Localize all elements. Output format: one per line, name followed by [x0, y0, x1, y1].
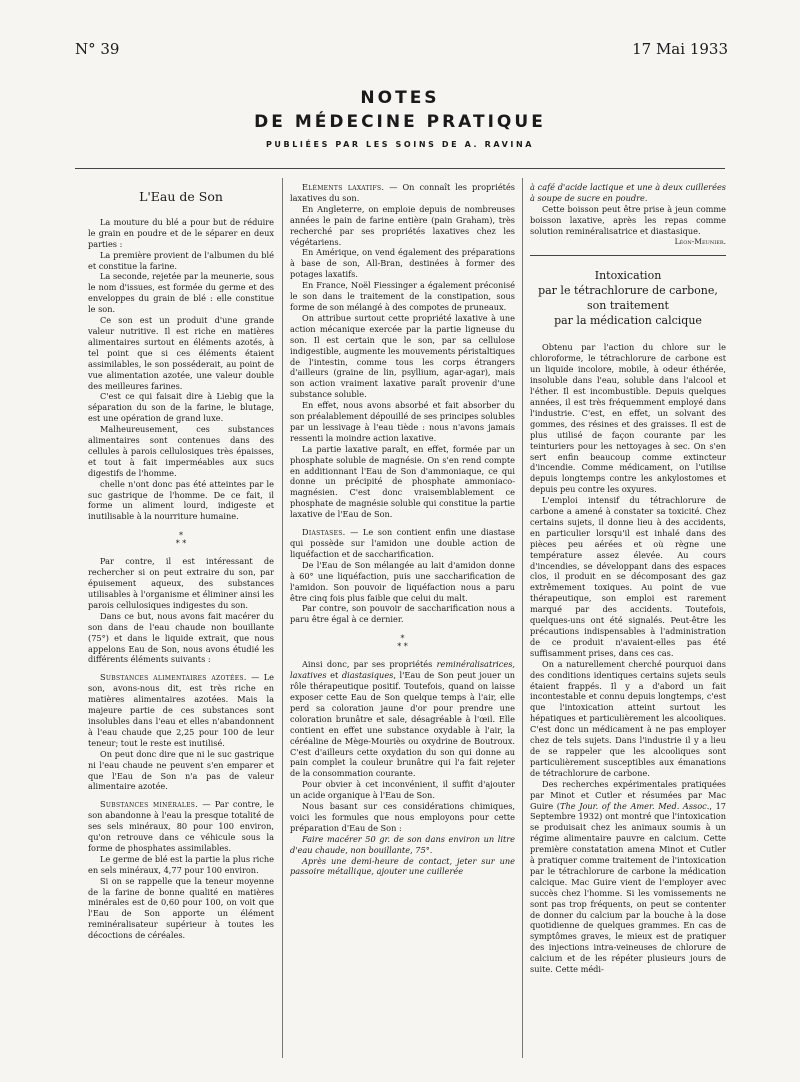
- paragraph-text: Ainsi donc, par ses propriétés: [302, 659, 437, 670]
- emphasis: à café d'acide lactique et une à deux cuillerées à soupe de sucre en poudre.: [530, 182, 726, 203]
- paragraph-text: et: [326, 670, 342, 681]
- paragraph: [530, 779, 726, 975]
- paragraph: De l'Eau de Son mélangée au lait d'amidon donne à 60° une liquéfaction, puis une saccharification de l'amidon. Son pouvoir de liquéfaction nous a paru être cinq fois plus faible que celui du malt.: [290, 559, 515, 603]
- article-separator: [530, 255, 726, 256]
- subheading: Substances alimentaires azotées.: [100, 672, 247, 683]
- paragraph: Dans ce but, nous avons fait macérer du son dans de l'eau chaude non bouillante (75°) et dans le liquide extrait, que nous appelons Eau de Son, nous avons étudié les différents éléments suivants :: [88, 610, 274, 665]
- paragraph-text: — Le son, avons-nous dit, est très riche en matières alimentaires azotées. Mais la majeure partie de ces substances sont insolubles dans l'eau et elles n'abandonnent à l'eau chaude que 2,25 pour 100 de leur teneur; tout le reste est inutilisé.: [88, 672, 274, 748]
- title-line: par le tétrachlorure de carbone,: [538, 284, 718, 298]
- paragraph: Par contre, il est intéressant de rechercher si on peut extraire du son, par épuisement aqueux, des substances utilisables à l'organisme et éliminer ainsi les parois cellulosiques indigestes du son.: [88, 556, 274, 610]
- paragraph: [88, 672, 274, 748]
- column-2: [290, 182, 515, 1058]
- paragraph: Le germe de blé est la partie la plus riche en sels minéraux, 4,77 pour 100 environ.: [88, 853, 274, 875]
- paragraph: En France, Noël Fiessinger a également préconisé le son dans le traitement de la constipation, sous forme de son mélangé à des compotes de pruneaux.: [290, 280, 515, 312]
- column-3: [530, 182, 726, 1058]
- paragraph: En effet, nous avons absorbé et fait absorber du son préalablement dépouillé de ses principes solubles par un lessivage à l'eau tiède : nous n'avons jamais ressenti la moindre action laxative.: [290, 400, 515, 443]
- paragraph: La première provient de l'albumen du blé et constitue la farine.: [88, 249, 274, 271]
- paragraph-text: Des recherches expérimentales pratiquées par Minot et Cutler et résumées par Mac Guire (: [530, 778, 726, 811]
- masthead-line1: NOTES: [360, 88, 440, 108]
- paragraph-text: — On connaît les propriétés laxatives du son.: [290, 182, 515, 203]
- recipe-text: [530, 182, 726, 204]
- paragraph: Nous basant sur ces considérations chimiques, voici les formules que nous employons pour cette préparation d'Eau de Son :: [290, 801, 515, 833]
- masthead-line2: DE MÉDECINE PRATIQUE: [254, 112, 546, 132]
- masthead-rule: [75, 168, 725, 169]
- paragraph: Pour obvier à cet inconvénient, il suffit d'ajouter un acide organique à l'Eau de Son.: [290, 779, 515, 801]
- paragraph: Obtenu par l'action du chlore sur le chloroforme, le tétrachlorure de carbone est un liquide incolore, mobile, à odeur éthérée, insoluble dans l'eau, soluble dans l'alcool et l'éther. Il est incombustible. Depuis quelques années, il est très fréquemment employé dans l'industrie. C'est, en effet, un solvant des gommes, des résines et des graisses. Il est de plus utilisé de façon courante par les teinturiers pour les nettoyages à sec. On s'en sert enfin beaucoup comme extincteur d'incendie. Comme médicament, on l'utilise depuis longtemps contre les ankylostomes et depuis peu contre les oxyures.: [530, 342, 726, 495]
- paragraph: En Angleterre, on emploie depuis de nombreuses années le pain de farine entière (pain Graham), très recherché par ses propriétés laxatives chez les végétariens.: [290, 203, 515, 247]
- paragraph-text: , 17 Septembre 1932) ont montré que l'intoxication se produisait chez les animaux soumis à un régime alimentaire pauvre en calcium. Cette première constatation amena Minot et Cutler à pratiquer comme traitement de l'intoxication par le tétrachlorure de carbone la médication calcique. Mac Guire vient de l'employer avec succès chez l'homme. Si les vomissements ne sont pas trop fréquents, on peut se contenter de donner du calcium par la bouche à la dose quotidienne de quelques grammes. En cas de symptômes graves, le mieux est de pratiquer des injections intra-veineuses de chlorure de calcium et de les répéter plusieurs jours de suite. Cette médi-: [530, 800, 726, 975]
- paragraph-text: — Par contre, le son abandonne à l'eau la presque totalité de ses sels minéraux, 80 pour 100 environ, qu'on retrouve dans ce véhicule sous la forme de phosphates assimilables.: [88, 799, 274, 853]
- paragraph: [290, 659, 515, 779]
- paragraph: On a naturellement cherché pourquoi dans des conditions identiques certains sujets seuls étaient frappés. Il y a d'abord un fait incontestable et connu depuis longtemps, c'est que l'intoxication atteint surtout les hépatiques et particulièrement les alcooliques. C'est donc un médicament à ne pas employer chez de tels sujets. Dans l'industrie il y a lieu de se rappeler que les alcooliques sont particulièrement susceptibles aux émanations de tétrachlorure de carbone.: [530, 658, 726, 778]
- section-stars: * * *: [397, 634, 408, 652]
- paragraph: Malheureusement, ces substances alimentaires sont contenues dans des cellules à parois cellulosiques très épaisses, et tout à fait imperméables aux sucs digestifs de l'homme.: [88, 424, 274, 478]
- emphasis: Après une demi-heure de contact, jeter sur une passoire métallique, ajouter une cuillerée: [290, 855, 515, 877]
- emphasis: reminéralisatrices, laxatives: [290, 659, 515, 681]
- paragraph: Par contre, son pouvoir de saccharification nous a paru être égal à ce dernier.: [290, 603, 515, 625]
- article-title-eau-de-son: L'Eau de Son: [139, 189, 223, 204]
- paragraph: L'emploi intensif du tétrachlorure de carbone a amené à constater sa toxicité. Chez certains sujets, il donne lieu à des accidents, en particulier lorsqu'il est inhalé dans des pièces peu aérées et où règne une température assez élevée. Au cours d'incendies, se développant dans des espaces clos, il produit en se décomposant des gaz extrêmement toxiques. Au point de vue thérapeutique, son emploi est rarement marqué par des accidents. Toutefois, quelques-uns ont été signalés. Peut-être les précautions indispensables à l'administration de ce produit n'avaient-elles pas été suffisamment prises, dans ces cas.: [530, 495, 726, 658]
- subheading: Eléments laxatifs.: [302, 182, 385, 192]
- subheading: Diastases.: [302, 527, 346, 538]
- recipe-text: [290, 856, 515, 878]
- column-divider-1: [282, 178, 283, 1058]
- paragraph: Cette boisson peut être prise à jeun comme boisson laxative, après les repas comme solution reminéralisatrice et diastasique.: [530, 203, 726, 236]
- issue-date: 17 Mai 1933: [632, 40, 728, 58]
- paragraph-text: , l'Eau de Son peut jouer un rôle thérapeutique positif. Toutefois, quand on laisse exposer cette Eau de Son quelque temps à l'air, elle perd sa coloration jaune d'or pour prendre une coloration brunâtre et sale, désagréable à l'œil. Elle contient en effet une substance oxydable à l'air, la céréaline de Mège-Mouriès ou oxydrine de Boutroux. C'est d'ailleurs cette oxydation du son qui donne au pain complet la couleur brunâtre qui l'a fait rejeter de la consommation courante.: [290, 670, 515, 779]
- title-line: son traitement: [587, 299, 669, 313]
- issue-number: N° 39: [75, 40, 120, 58]
- column-divider-2: [522, 178, 523, 1058]
- column-1: [88, 188, 274, 1058]
- title-line: par la médication calcique: [554, 314, 702, 328]
- masthead-line3: PUBLIÉES PAR LES SOINS DE A. RAVINA: [265, 140, 535, 149]
- emphasis: Faire macérer 50 gr. de son dans environ un litre d'eau chaude, non bouillante, 75°.: [290, 833, 515, 855]
- paragraph: La partie laxative paraît, en effet, formée par un phosphate soluble de magnésie. On s'en rend compte en additionnant l'Eau de Son d'ammoniaque, ce qui donne un précipité de phosphate ammoniaco-magnésien. C'est donc vraisemblablement ce phosphate de magnésie soluble qui constitue la partie laxative de l'Eau de Son.: [290, 443, 515, 520]
- paragraph: En Amérique, on vend également des préparations à base de son, All-Bran, destinées à former des potages laxatifs.: [290, 247, 515, 280]
- paragraph: [290, 182, 515, 204]
- paragraph: La mouture du blé a pour but de réduire le grain en poudre et de le séparer en deux parties :: [88, 216, 274, 249]
- paragraph: La seconde, rejetée par la meunerie, sous le nom d'issues, est formée du germe et des enveloppes du grain de blé : elle constitue le son.: [88, 271, 274, 315]
- paragraph: On attribue surtout cette propriété laxative à une action mécanique exercée par la partie ligneuse du son. Il est certain que le son, par sa cellulose indigestible, augmente les mouvements péristaltiques de l'intestin, comme tous les corps étrangers d'ailleurs (graine de lin, psyllium, agar-agar), mais son action vraiment laxative paraît provenir d'une substance soluble.: [290, 312, 515, 400]
- paragraph-text: — Le son contient enfin une diastase qui possède sur l'amidon une double action de liquéfaction et de saccharification.: [290, 527, 515, 559]
- section-stars: * * *: [175, 531, 187, 549]
- title-line: Intoxication: [594, 269, 662, 283]
- paragraph: On peut donc dire que ni le suc gastrique ni l'eau chaude ne peuvent s'en emparer et que l'Eau de Son n'a pas de valeur alimentaire azotée.: [88, 748, 274, 792]
- paragraph: C'est ce qui faisait dire à Liebig que la séparation du son de la farine, le blutage, est une opération de grand luxe.: [88, 391, 274, 424]
- article-title-intoxication: [530, 268, 726, 328]
- subheading: Substances minérales.: [100, 799, 199, 810]
- paragraph: [290, 527, 515, 560]
- paragraph: Si on se rappelle que la teneur moyenne de la farine de bonne qualité en matières minérales est de 0,60 pour 100, on voit que l'Eau de Son apporte un élément reminéralisateur supérieur à toutes les décoctions de céréales.: [88, 875, 274, 941]
- recipe-text: [290, 834, 515, 856]
- journal-citation: The Jour. of the Amer. Med. Assoc.: [560, 800, 710, 811]
- paragraph: chelle n'ont donc pas été atteintes par le suc gastrique de l'homme. De ce fait, il forme un aliment lourd, indigeste et inutilisable à la nourriture humaine.: [88, 478, 274, 522]
- emphasis: diastasiques: [341, 670, 394, 681]
- paragraph: Ce son est un produit d'une grande valeur nutritive. Il est riche en matières alimentaires surtout en éléments azotés, à tel point que si ces éléments étaient assimilables, le son posséderait, au point de vue alimentation azotée, une valeur double des meilleures farines.: [88, 315, 274, 391]
- author-signature: Léon-Meunier.: [674, 236, 726, 246]
- paragraph: [88, 799, 274, 854]
